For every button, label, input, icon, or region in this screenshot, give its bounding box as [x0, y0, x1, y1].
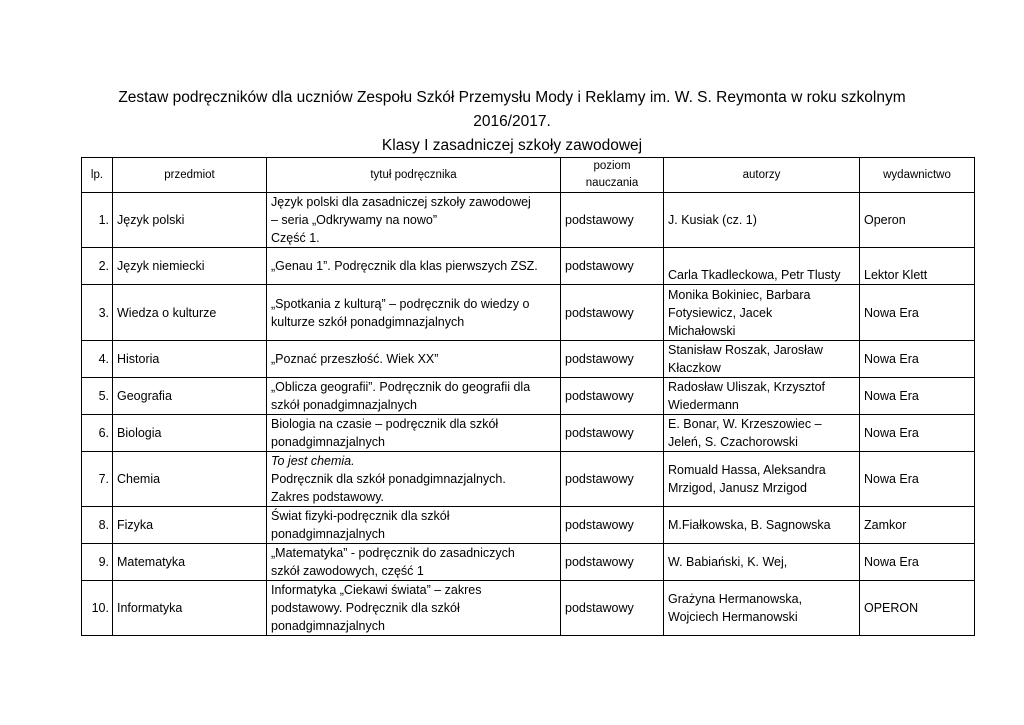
header-level: poziom nauczania — [561, 158, 664, 193]
row-level: podstawowy — [561, 248, 664, 285]
row-level: podstawowy — [561, 452, 664, 507]
row-subject: Język polski — [113, 193, 267, 248]
row-title: „Genau 1”. Podręcznik dla klas pierwszych ZSZ. — [267, 248, 561, 285]
row-authors: M.Fiałkowska, B. Sagnowska — [664, 507, 860, 544]
row-publisher: OPERON — [860, 581, 975, 636]
header-authors: autorzy — [664, 158, 860, 193]
row-authors: Stanisław Roszak, Jarosław Kłaczkow — [664, 341, 860, 378]
table-header-row — [82, 158, 975, 193]
textbook-table — [81, 157, 975, 636]
row-number: 7. — [82, 452, 113, 507]
row-title-cell — [267, 452, 561, 507]
row-level: podstawowy — [561, 285, 664, 341]
row-authors: J. Kusiak (cz. 1) — [664, 193, 860, 248]
document-title-year: 2016/2017. — [473, 113, 551, 130]
row-subject: Matematyka — [113, 544, 267, 581]
table-row — [82, 507, 975, 544]
header-publisher: wydawnictwo — [860, 158, 975, 193]
row-title: „Poznać przeszłość. Wiek XX” — [267, 341, 561, 378]
row-publisher: Nowa Era — [860, 285, 975, 341]
row-number: 3. — [82, 285, 113, 341]
row-publisher: Nowa Era — [860, 452, 975, 507]
row-number: 10. — [82, 581, 113, 636]
row-authors: Grażyna Hermanowska, Wojciech Hermanowski — [664, 581, 860, 636]
row-authors: Radosław Uliszak, Krzysztof Wiedermann — [664, 378, 860, 415]
row-number: 8. — [82, 507, 113, 544]
row-subject: Historia — [113, 341, 267, 378]
row-title: Informatyka „Ciekawi świata” – zakres podstawowy. Podręcznik dla szkół ponadgimnazjalnych — [267, 581, 561, 636]
row-level: podstawowy — [561, 341, 664, 378]
table-row — [82, 193, 975, 248]
header-subject: przedmiot — [113, 158, 267, 193]
row-subject: Biologia — [113, 415, 267, 452]
table-row — [82, 581, 975, 636]
row-number: 6. — [82, 415, 113, 452]
header-lp: lp. — [82, 158, 113, 193]
row-authors: W. Babiański, K. Wej, — [664, 544, 860, 581]
row-number: 9. — [82, 544, 113, 581]
document-subtitle: Klasy I zasadniczej szkoły zawodowej — [381, 137, 643, 154]
row-publisher: Nowa Era — [860, 378, 975, 415]
row-title-italic: To jest chemia. — [271, 454, 355, 468]
row-title: Biologia na czasie – podręcznik dla szkół ponadgimnazjalnych — [267, 415, 561, 452]
row-subject: Fizyka — [113, 507, 267, 544]
table-row — [82, 452, 975, 507]
document-title: Zestaw podręczników dla uczniów Zespołu Szkół Przemysłu Mody i Reklamy im. W. S. Reymonta w roku szkolnym — [118, 89, 906, 106]
row-authors: Carla Tkadleckowa, Petr Tlusty — [664, 248, 860, 285]
row-number: 2. — [82, 248, 113, 285]
row-subject: Chemia — [113, 452, 267, 507]
row-subject: Wiedza o kulturze — [113, 285, 267, 341]
table-row — [82, 285, 975, 341]
row-level: podstawowy — [561, 581, 664, 636]
row-level: podstawowy — [561, 193, 664, 248]
row-title: Podręcznik dla szkół ponadgimnazjalnych. Zakres podstawowy. — [271, 472, 506, 504]
row-authors: Romuald Hassa, Aleksandra Mrzigod, Janusz Mrzigod — [664, 452, 860, 507]
table-row — [82, 378, 975, 415]
row-publisher: Nowa Era — [860, 415, 975, 452]
row-subject: Informatyka — [113, 581, 267, 636]
row-number: 5. — [82, 378, 113, 415]
row-publisher: Nowa Era — [860, 341, 975, 378]
row-authors: E. Bonar, W. Krzeszowiec – Jeleń, S. Czachorowski — [664, 415, 860, 452]
row-level: podstawowy — [561, 507, 664, 544]
row-level: podstawowy — [561, 415, 664, 452]
row-publisher: Zamkor — [860, 507, 975, 544]
row-number: 1. — [82, 193, 113, 248]
row-subject: Geografia — [113, 378, 267, 415]
table-row — [82, 544, 975, 581]
row-publisher: Nowa Era — [860, 544, 975, 581]
row-number: 4. — [82, 341, 113, 378]
row-level: podstawowy — [561, 544, 664, 581]
table-row — [82, 248, 975, 285]
table-row — [82, 341, 975, 378]
row-title: „Spotkania z kulturą” – podręcznik do wiedzy o kulturze szkół ponadgimnazjalnych — [267, 285, 561, 341]
row-title: Świat fizyki-podręcznik dla szkół ponadgimnazjalnych — [267, 507, 561, 544]
row-title: Język polski dla zasadniczej szkoły zawodowej – seria „Odkrywamy na nowo” Część 1. — [267, 193, 561, 248]
row-publisher: Lektor Klett — [860, 248, 975, 285]
row-subject: Język niemiecki — [113, 248, 267, 285]
row-title: „Matematyka” - podręcznik do zasadniczych szkół zawodowych, część 1 — [267, 544, 561, 581]
table-row — [82, 415, 975, 452]
row-publisher: Operon — [860, 193, 975, 248]
row-level: podstawowy — [561, 378, 664, 415]
header-title: tytuł podręcznika — [267, 158, 561, 193]
row-title: „Oblicza geografii”. Podręcznik do geografii dla szkół ponadgimnazjalnych — [267, 378, 561, 415]
row-authors: Monika Bokiniec, Barbara Fotysiewicz, Jacek Michałowski — [664, 285, 860, 341]
